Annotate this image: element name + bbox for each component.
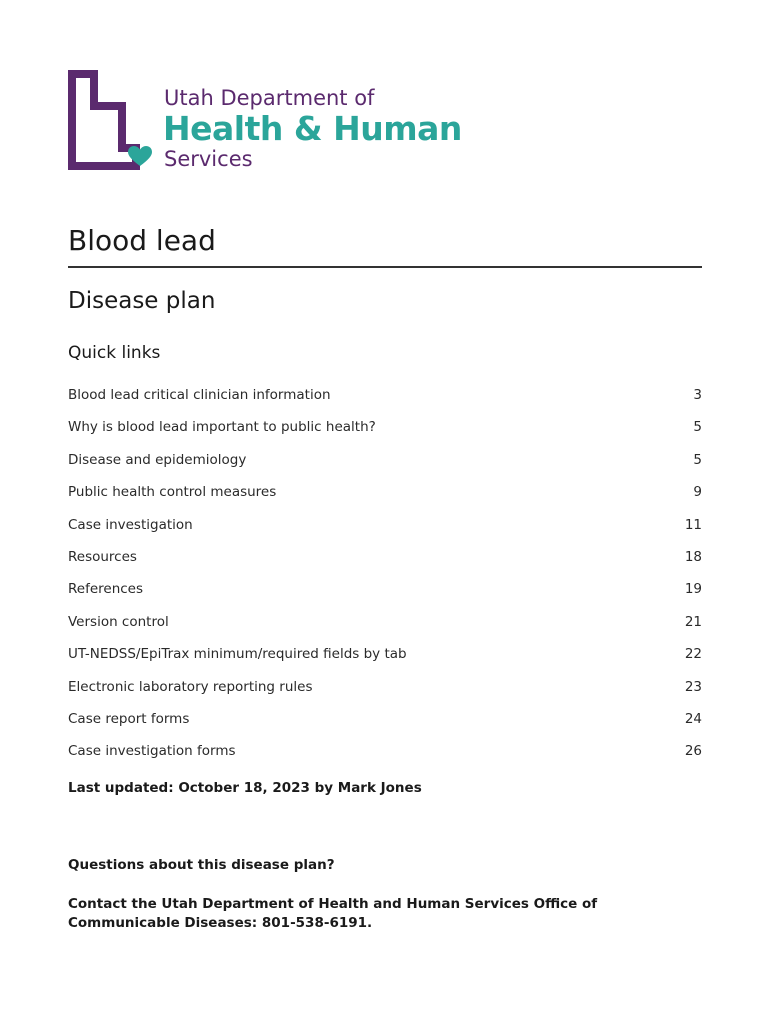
quick-link-page: 26 [684,743,702,760]
quick-link-label[interactable]: Case investigation [68,516,193,533]
quick-link-page: 3 [693,387,702,403]
quick-link-page: 21 [684,613,702,630]
quick-link-label[interactable]: Disease and epidemiology [68,451,247,468]
quick-link-page: 11 [684,516,702,533]
quick-link-page: 5 [693,451,702,468]
last-updated: Last updated: October 18, 2023 by Mark Jones [68,780,422,796]
quick-link-item[interactable] [68,743,702,775]
quick-link-item[interactable] [68,581,702,613]
quick-link-page: 22 [684,646,702,663]
quick-link-item[interactable] [68,711,702,743]
document-title: Blood lead [68,224,216,257]
quick-link-label[interactable]: UT-NEDSS/EpiTrax minimum/required fields by tab [68,646,407,663]
quick-link-item[interactable] [68,517,702,549]
quick-link-page: 19 [684,581,702,598]
quick-link-item[interactable] [68,419,702,451]
quick-link-item[interactable] [68,614,702,646]
quick-link-page: 23 [684,678,702,695]
quick-link-label[interactable]: Case investigation forms [68,743,236,760]
document-subtitle: Disease plan [68,288,216,314]
logo-text-line3: Services [164,147,253,171]
quick-link-label[interactable]: Electronic laboratory reporting rules [68,678,313,695]
utah-state-heart-icon [68,70,158,170]
quick-link-label[interactable]: Why is blood lead important to public health? [68,419,376,436]
dhhs-logo[interactable] [68,70,468,170]
quick-link-item[interactable] [68,484,702,516]
quick-link-label[interactable]: Case report forms [68,710,190,727]
quick-links-heading: Quick links [68,343,161,363]
quick-link-item[interactable] [68,549,702,581]
quick-link-item[interactable] [68,387,702,419]
quick-link-item[interactable] [68,452,702,484]
quick-link-page: 18 [684,548,702,565]
quick-link-label[interactable]: Blood lead critical clinician information [68,387,331,403]
contact-info: Contact the Utah Department of Health and Human Services Office of Communicable Diseases: 801-538-6191. [68,896,598,931]
quick-links-list [68,387,702,776]
logo-text-line2: Health & Human [163,109,462,148]
quick-link-item[interactable] [68,679,702,711]
quick-link-page: 5 [693,419,702,436]
questions-heading: Questions about this disease plan? [68,857,335,873]
title-divider [68,266,702,268]
quick-link-page: 24 [684,710,702,727]
quick-link-label[interactable]: Resources [68,548,137,565]
logo-text-line1: Utah Department of [164,86,375,110]
quick-link-label[interactable]: Version control [68,613,169,630]
quick-link-label[interactable]: Public health control measures [68,484,277,501]
quick-link-label[interactable]: References [68,581,144,598]
quick-link-page: 9 [693,484,702,501]
quick-link-item[interactable] [68,646,702,678]
